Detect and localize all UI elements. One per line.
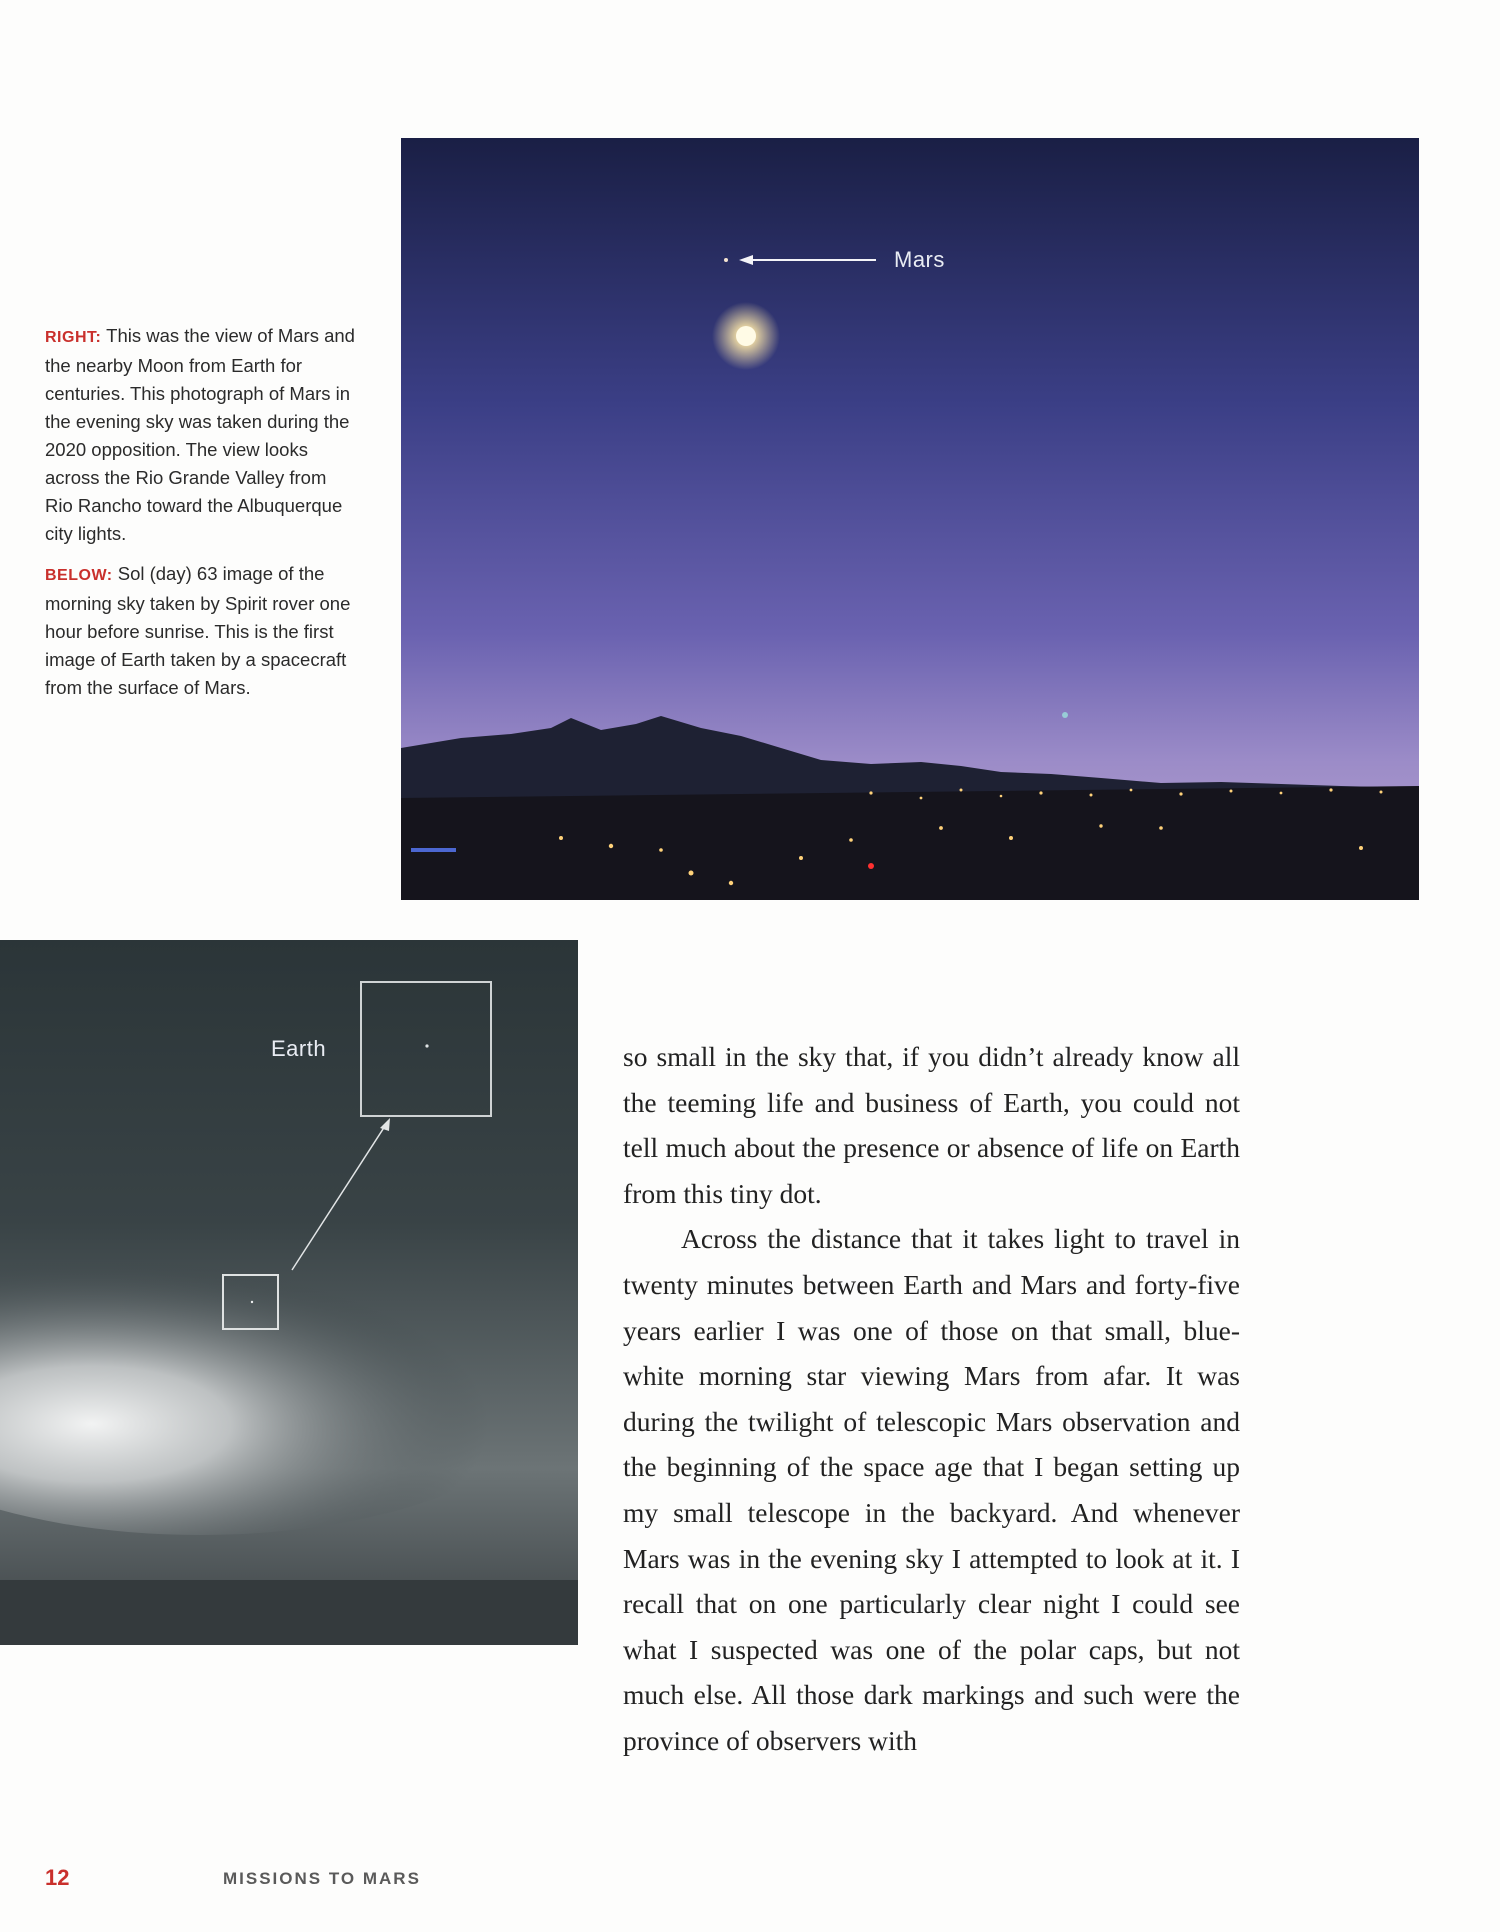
- caption-below-text: Sol (day) 63 image of the morning sky taken by Spirit rover one hour before sunrise. This is the first image of Earth taken by a spacecraft from the surface of Mars.: [45, 563, 351, 698]
- body-paragraph-2: Across the distance that it takes light to travel in twenty minutes between Earth and Mars and forty-five years earlier I was one of those on that small, blue-white morning star viewing Mars from afar. It was during the twilight of telescopic Mars observation and the beginning of the space age that I began setting up my small telescope in the backyard. And whenever Mars was in the evening sky I attempted to look at it. I recall that on one particularly clear night I could see what I suspected was one of the polar caps, but not much else. All those dark markings and such were the province of observers with: [623, 1223, 1240, 1756]
- body-text: [623, 1034, 1240, 1764]
- caption-right-label: RIGHT:: [45, 329, 102, 346]
- page-number: 12: [45, 1865, 70, 1890]
- earth-dot-zoomed: [425, 1044, 428, 1047]
- running-head: MISSIONS TO MARS: [223, 1869, 421, 1888]
- mars-evening-sky-photo: [401, 138, 1419, 900]
- caption-below-label: BELOW:: [45, 567, 113, 584]
- mars-dot: [724, 258, 728, 262]
- caption-right-text: This was the view of Mars and the nearby Moon from Earth for centuries. This photograph of Mars in the evening sky was taken during the 2020 opposition. The view looks across the Rio Grande Valley from Rio Rancho toward the Albuquerque city lights.: [45, 325, 355, 544]
- mars-label: Mars: [894, 247, 945, 272]
- caption-right: [45, 322, 357, 548]
- earth-dot: [251, 1301, 253, 1303]
- caption-below: [45, 560, 357, 702]
- earth-from-mars-photo: [0, 940, 578, 1645]
- body-paragraph-1: so small in the sky that, if you didn’t already know all the teeming life and business of Earth, you could not tell much about the presence or absence of life on Earth from this tiny dot.: [623, 1041, 1240, 1209]
- photo-captions: [45, 322, 357, 714]
- earth-label: Earth: [271, 1036, 327, 1061]
- moon: [736, 326, 756, 346]
